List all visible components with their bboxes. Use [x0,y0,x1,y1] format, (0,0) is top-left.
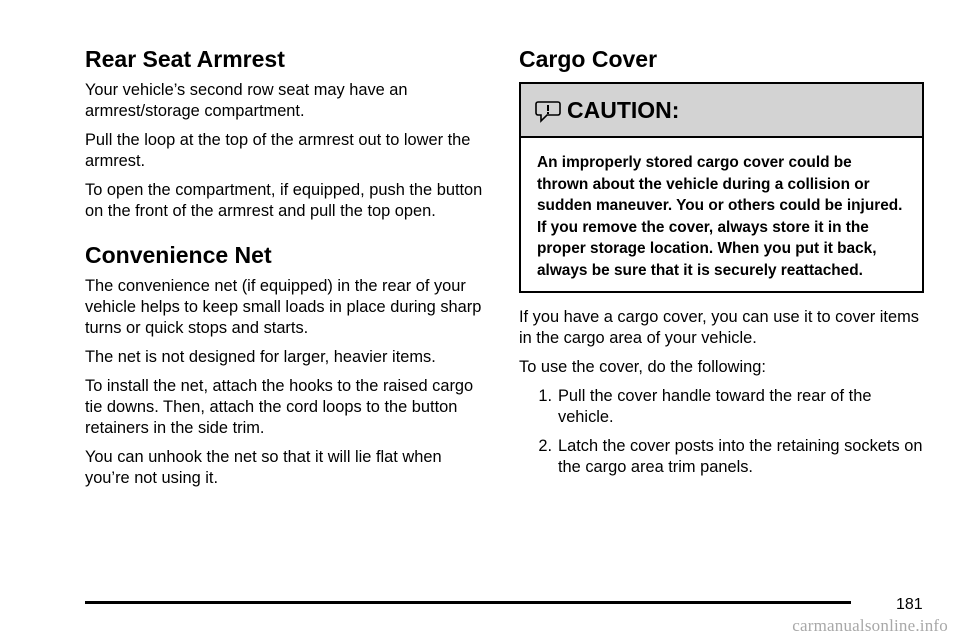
armrest-paragraph: To open the compartment, if equipped, push the button on the front of the armrest and pull the top open. [85,181,483,220]
step-number: 1. [538,387,552,405]
cargo-paragraph: If you have a cargo cover, you can use it to cover items in the cargo area of your vehicle. [519,308,919,347]
steps-list [519,386,924,478]
armrest-paragraph: Your vehicle’s second row seat may have an armrest/storage compartment. [85,81,408,120]
step-number: 2. [538,437,552,455]
step-text: Pull the cover handle toward the rear of the vehicle. [558,387,872,426]
watermark: carmanualsonline.info [792,616,948,635]
page-number: 181 [896,596,923,613]
section-spacer [85,230,490,240]
list-item [519,436,924,478]
footer-rule [85,601,851,604]
left-column [85,44,490,497]
convenience-net-heading: Convenience Net [85,242,272,268]
net-paragraph: The net is not designed for larger, heavier items. [85,348,436,366]
net-paragraph: To install the net, attach the hooks to the raised cargo tie downs. Then, attach the cord loops to the button retainers in the side trim. [85,377,474,437]
cargo-cover-heading: Cargo Cover [519,46,658,72]
caution-header [521,84,922,138]
net-paragraph: You can unhook the net so that it will lie flat when you’re not using it. [85,448,442,487]
caution-text: An improperly stored cargo cover could be thrown about the vehicle during a collision or sudden maneuver. You or others could be injured. If you remove the cover, always store it in the proper storage location. When you put it back, always be sure that it is securely reattached. [537,154,903,279]
cargo-paragraph: To use the cover, do the following: [519,358,766,376]
caution-box [519,82,924,293]
armrest-paragraph: Pull the loop at the top of the armrest out to lower the armrest. [85,131,471,170]
step-text: Latch the cover posts into the retaining sockets on the cargo area trim panels. [558,437,923,476]
warning-icon [535,97,561,123]
caution-title: CAUTION: [567,96,680,123]
right-column [519,44,924,486]
armrest-heading: Rear Seat Armrest [85,46,285,72]
list-item [519,386,924,428]
net-paragraph: The convenience net (if equipped) in the rear of your vehicle helps to keep small loads in place during sharp turns or quick stops and starts. [85,277,482,337]
